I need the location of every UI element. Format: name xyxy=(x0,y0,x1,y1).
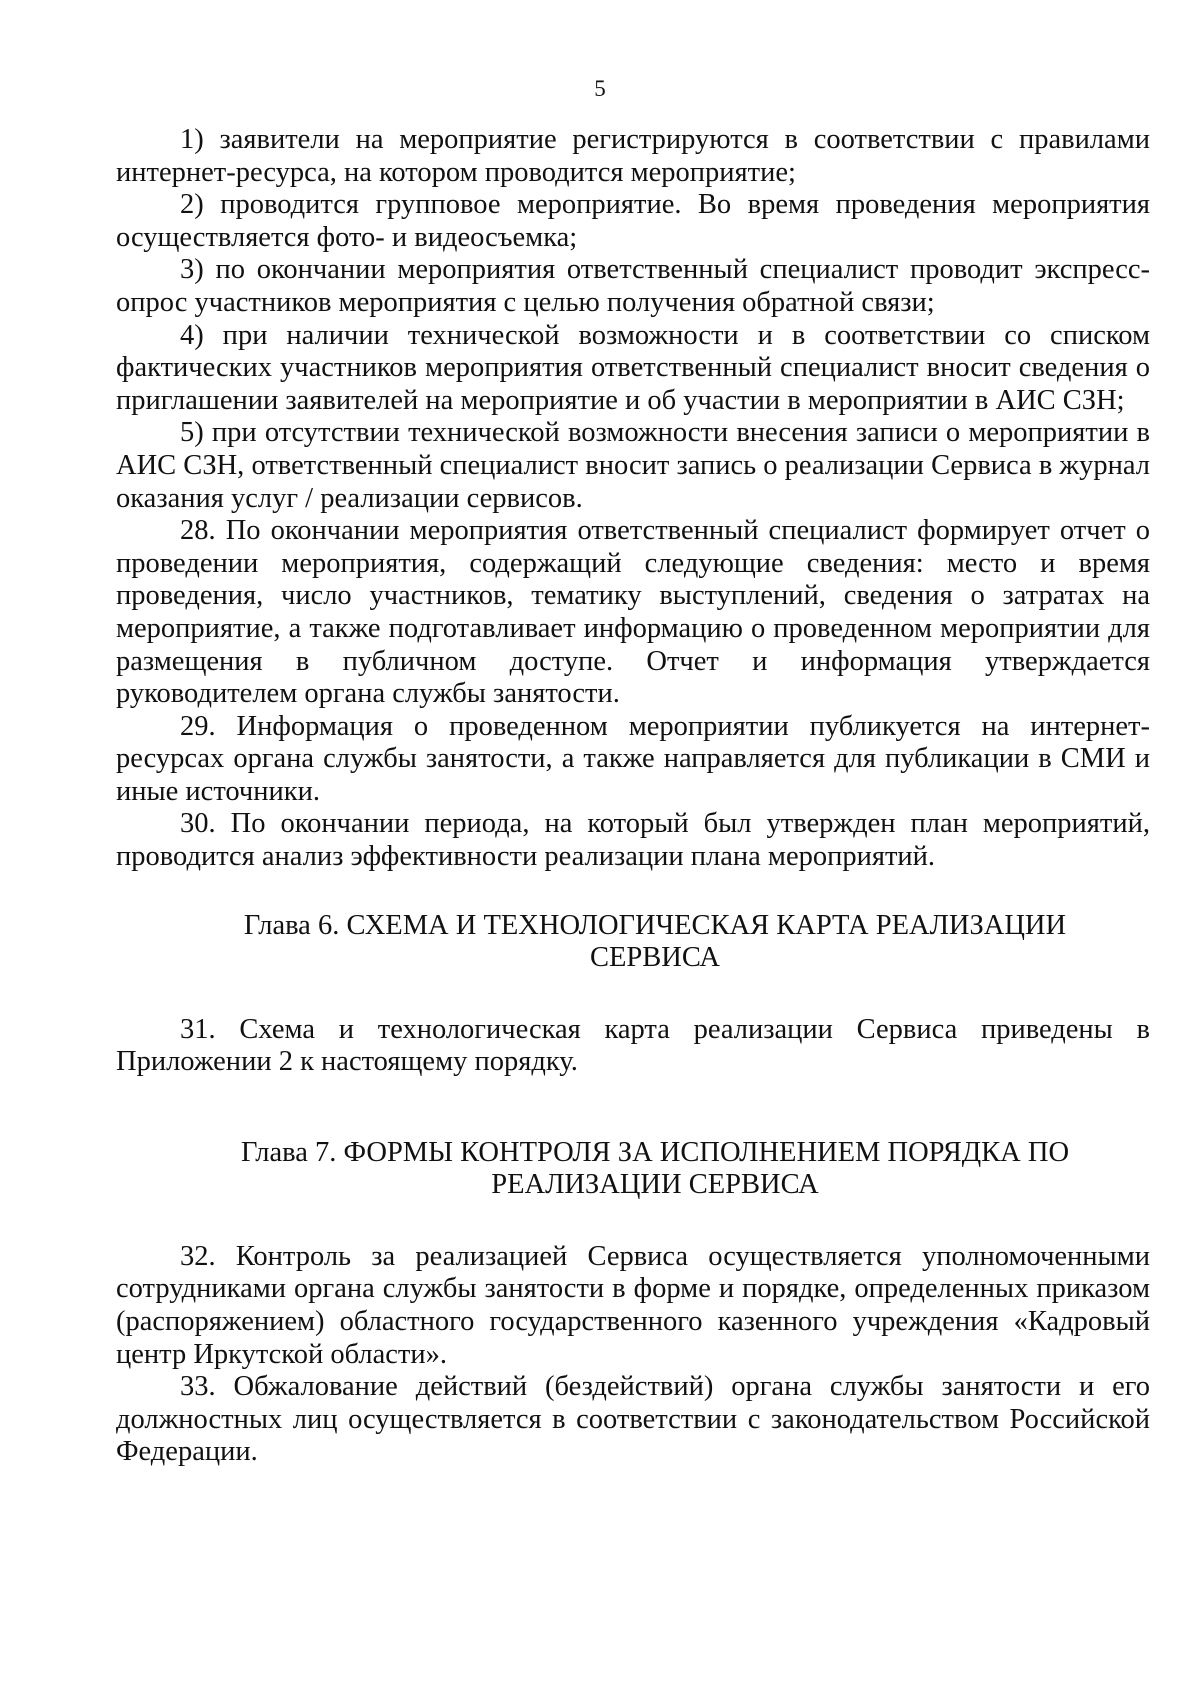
paragraph-32: 32. Контроль за реализацией Сервиса осуществляется уполномоченными сотрудниками органа службы занятости в форме и порядке, определенных приказом (распоряжением) областного государственного казенного учреждения «Кадровый центр Иркутской области». xyxy=(116,1240,1150,1370)
chapter-7-heading xyxy=(116,1137,1150,1201)
paragraph-item-5: 5) при отсутствии технической возможности внесения записи о мероприятии в АИС СЗН, ответственный специалист вносит запись о реализации Сервиса в журнал оказания услуг / реализации сервисов. xyxy=(116,417,1150,514)
paragraph-29: 29. Информация о проведенном мероприятии публикуется на интернет-ресурсах органа службы занятости, а также направляется для публикации в СМИ и иные источники. xyxy=(116,710,1150,807)
chapter-7-title-line2: РЕАЛИЗАЦИИ СЕРВИСА xyxy=(491,1168,819,1200)
chapter-6-title-line1: Глава 6. СХЕМА И ТЕХНОЛОГИЧЕСКАЯ КАРТА РЕАЛИЗАЦИИ xyxy=(243,909,1067,941)
paragraph-31: 31. Схема и технологическая карта реализации Сервиса приведены в Приложении 2 к настоящему порядку. xyxy=(116,1013,1150,1078)
paragraph-item-2: 2) проводится групповое мероприятие. Во время проведения мероприятия осуществляется фото- и видеосъемка; xyxy=(116,189,1150,253)
paragraph-item-1: 1) заявители на мероприятие регистрируются в соответствии с правилами интернет-ресурса, на котором проводится мероприятие; xyxy=(116,124,1150,188)
chapter-6-title-line2: СЕРВИСА xyxy=(589,941,721,973)
chapter-7-title-line1: Глава 7. ФОРМЫ КОНТРОЛЯ ЗА ИСПОЛНЕНИЕМ ПОРЯДКА ПО xyxy=(240,1136,1070,1168)
paragraph-30: 30. По окончании периода, на который был утвержден план мероприятий, проводится анализ эффективности реализации плана мероприятий. xyxy=(116,808,1150,873)
paragraph-33: 33. Обжалование действий (бездействий) органа службы занятости и его должностных лиц осуществляется в соответствии с законодательством Российской Федерации. xyxy=(116,1371,1150,1468)
document-body xyxy=(116,124,1150,1469)
paragraph-item-4: 4) при наличии технической возможности и в соответствии со списком фактических участников мероприятия ответственный специалист вносит сведения о приглашении заявителей на мероприятие и об участии в мероприятии в АИС СЗН; xyxy=(116,319,1150,416)
chapter-6-heading xyxy=(116,910,1150,974)
page-number: 5 xyxy=(594,76,606,101)
paragraph-item-3: 3) по окончании мероприятия ответственный специалист проводит экспресс-опрос участников мероприятия с целью получения обратной связи; xyxy=(116,254,1150,318)
paragraph-28: 28. По окончании мероприятия ответственный специалист формирует отчет о проведении мероприятия, содержащий следующие сведения: место и время проведения, число участников, тематику выступлений, сведения о затратах на мероприятие, а также подготавливает информацию о проведенном мероприятии для размещения в публичном доступе. Отчет и информация утверждается руководителем органа службы занятости. xyxy=(116,515,1150,710)
